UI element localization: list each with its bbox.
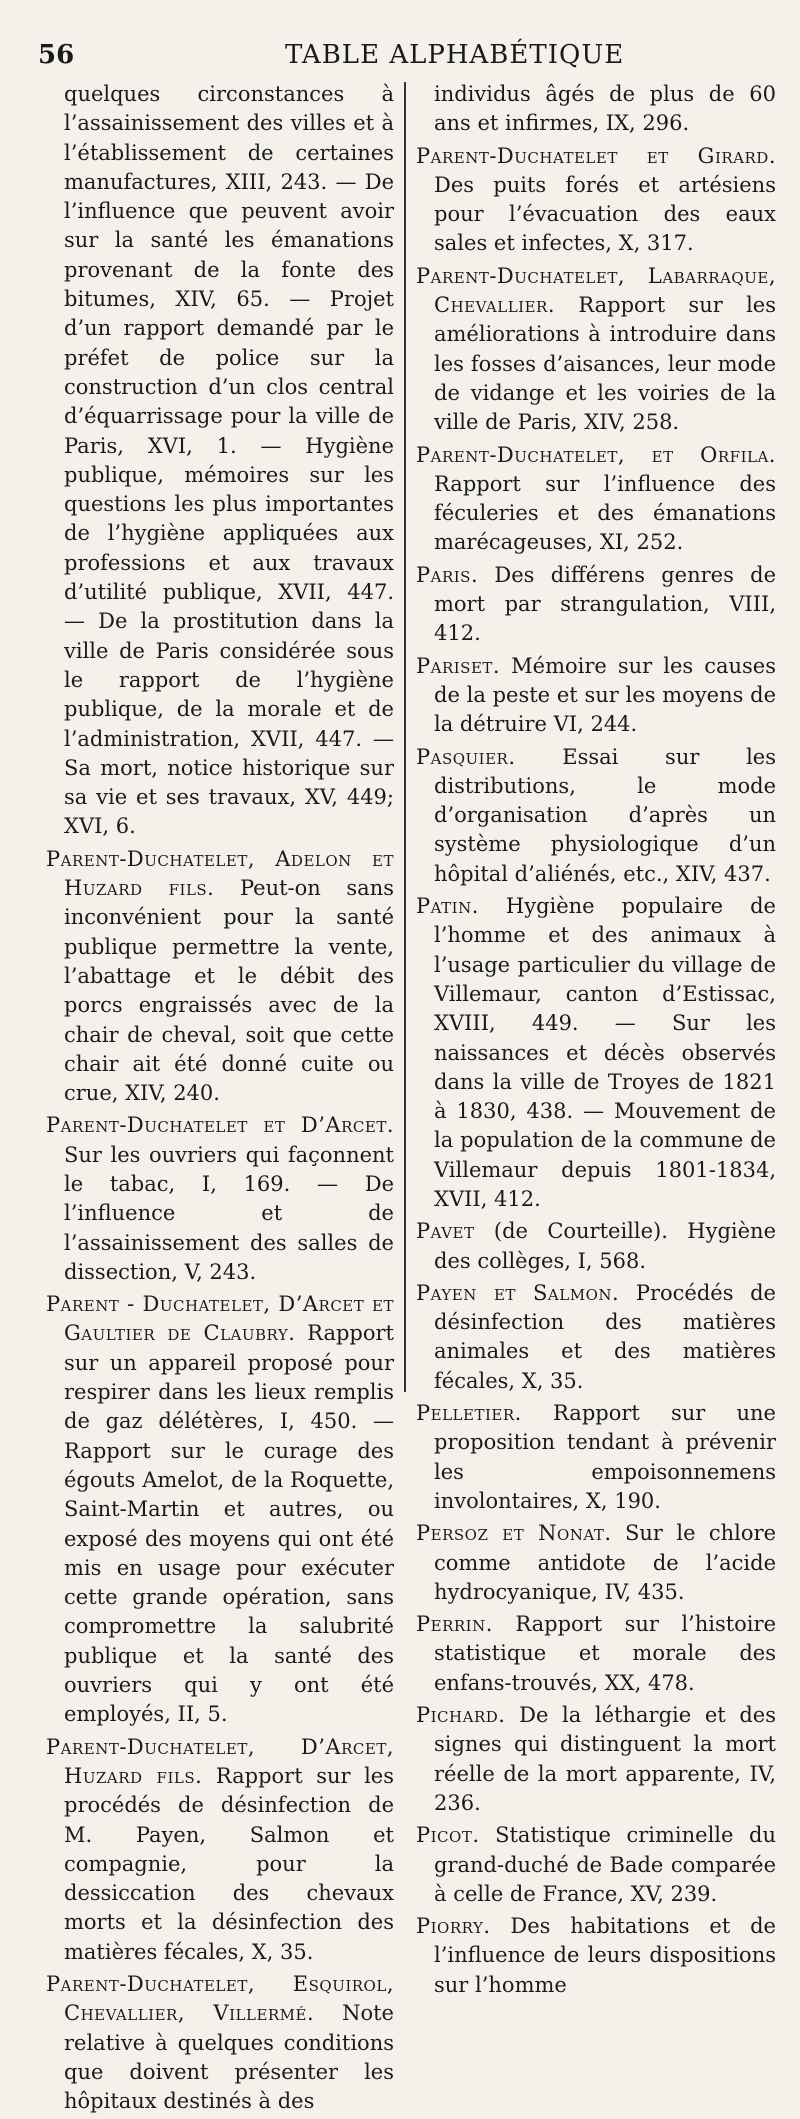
entry-text: Rapport sur l’influence des féculeries et des émanations marécageuses, XI, 252.	[434, 471, 776, 555]
index-entry	[46, 80, 394, 842]
entry-head: Pariset.	[416, 653, 501, 678]
index-entry	[416, 1279, 776, 1396]
left-column	[46, 80, 394, 2119]
entry-text: Note relative à quelques conditions que doivent présenter les hôpitaux destinés à des	[64, 2001, 394, 2114]
entry-head: Patin.	[416, 894, 479, 919]
index-entry	[416, 743, 776, 889]
index-entry	[46, 1290, 394, 1729]
running-title: TABLE ALPHABÉTIQUE	[285, 40, 625, 70]
index-entry	[416, 1821, 776, 1909]
column-divider	[404, 82, 406, 1392]
index-entry	[46, 1733, 394, 1967]
entry-head: Parent-Duchatelet, D’Arcet, Huzard fils.	[46, 1734, 394, 1788]
entry-text: Procédés de désinfection des matières animales et des matières fécales, X, 35.	[434, 1280, 776, 1393]
page-number: 56	[38, 40, 75, 70]
entry-text: Sur le chlore comme antidote de l’acide hydrocyanique, IV, 435.	[434, 1521, 777, 1604]
entry-head: Pavet	[416, 1219, 475, 1244]
index-entry	[416, 561, 776, 649]
index-entry	[416, 262, 776, 438]
entry-head: Parent-Duchatelet, Esquirol, Chevallier, Villermé.	[46, 1972, 394, 2026]
index-entry	[416, 892, 776, 1214]
entry-head: Paris.	[416, 562, 479, 587]
entry-text: Rapport sur un appareil proposé pour respirer dans les lieux remplis de gaz délétères, I, 450. — Rapport sur le curage des égouts Amelot, de la Roquette, Saint-Martin et autres, ou exposé des moyens qui ont été mis en usage pour exécuter cette grande opération, sans compromettre la salubrité publique et la santé des ouvriers qui y ont été employés, II, 5.	[64, 1321, 394, 1727]
right-column	[416, 80, 776, 2003]
entry-text: Des différens genres de mort par strangulation, VIII, 412.	[434, 562, 776, 646]
entry-text: Peut-on sans inconvénient pour la santé publique permettre la vente, l’abattage et le débit des porcs engraissés avec de la chair de cheval, soit que cette chair ait été donné cuite ou crue, XIV, 240.	[64, 876, 394, 1106]
entry-text: De la léthargie et des signes qui distinguent la mort réelle de la mort apparente, IV, 236.	[434, 1703, 776, 1815]
entry-head: Picot.	[416, 1823, 480, 1848]
entry-head: Parent-Duchatelet et Girard.	[416, 143, 776, 168]
entry-text: Rapport sur l’histoire statistique et morale des enfans-trouvés, XX, 478.	[434, 1612, 776, 1695]
index-entry	[416, 1217, 776, 1276]
entry-head: Parent-Duchatelet, et Orfila.	[416, 442, 776, 467]
index-entry	[416, 1519, 776, 1607]
entry-text: Rapport sur les procédés de désinfection de M. Payen, Salmon et compagnie, pour la dessiccation des chevaux morts et la désinfection des matières fécales, X, 35.	[64, 1763, 394, 1964]
entry-head: Pasquier.	[416, 744, 516, 769]
entry-head: Parent-Duchatelet et D’Arcet.	[46, 1113, 394, 1138]
index-entry	[416, 652, 776, 740]
index-entry	[416, 80, 776, 139]
entry-head: Payen et Salmon.	[416, 1280, 620, 1305]
entry-head: Parent-Duchatelet, Adelon et Huzard fils.	[46, 846, 394, 901]
entry-head: Parent - Duchatelet, D’Arcet et Gaultier de Claubry.	[46, 1292, 394, 1346]
entry-text: Des habitations et de l’influence de leurs dispositions sur l’homme	[434, 1914, 776, 1997]
index-entry	[46, 1111, 394, 1287]
entry-head: Persoz et Nonat.	[416, 1521, 612, 1546]
page-header	[0, 28, 800, 76]
index-entry	[416, 441, 776, 558]
index-entry	[46, 1970, 394, 2116]
entry-text: individus âgés de plus de 60 ans et infirmes, IX, 296.	[434, 82, 776, 136]
entry-text: Mémoire sur les causes de la peste et sur les moyens de la détruire VI, 244.	[434, 653, 776, 737]
index-entry	[416, 1701, 776, 1818]
index-entry	[46, 845, 394, 1109]
entry-text: Rapport sur une proposition tendant à prévenir les empoisonnemens involontaires, X, 190.	[434, 1401, 776, 1513]
entry-text: Des puits forés et artésiens pour l’évacuation des eaux sales et infectes, X, 317.	[434, 172, 776, 256]
index-entry	[416, 1399, 776, 1516]
entry-text: (de Courteille). Hygiène des collèges, I, 568.	[434, 1219, 776, 1273]
entry-head: Piorry.	[416, 1914, 491, 1939]
entry-text: Rapport sur les améliorations à introduire dans les fosses d’aisances, leur mode de vidange et les voiries de la ville de Paris, XIV, 258.	[434, 293, 776, 435]
entry-text: quelques circonstances à l’assainissement des villes et à l’établissement de certaines manufactures, XIII, 243. — De l’influence que peuvent avoir sur la santé les émanations provenant de la fonte des bitumes, XIV, 65. — Projet d’un rapport demandé par le préfet de police sur la construction d’un clos central d’équarrissage pour la ville de Paris, XVI, 1. — Hygiène publique, mémoires sur les questions les plus importantes de l’hygiène appliquées aux professions et aux travaux d’utilité publique, XVII, 447. — De la prostitution dans la ville de Paris considérée sous le rapport de l’hygiène publique, de la morale et de l’administration, XVII, 447. — Sa mort, notice historique sur sa vie et ses travaux, XV, 449; XVI, 6.	[64, 82, 394, 839]
entry-text: Hygiène populaire de l’homme et des animaux à l’usage particulier du village de Villemaur, canton d’Estissac, XVIII, 449. — Sur les naissances et décès observés dans la ville de Troyes de 1821 à 1830, 438. — Mouvement de la population de la commune de Villemaur depuis 1801-1834, XVII, 412.	[434, 894, 776, 1211]
entry-text: Essai sur les distributions, le mode d’organisation d’après un système physiologique d’un hôpital d’aliénés, etc., XIV, 437.	[434, 744, 776, 886]
entry-head: Perrin.	[416, 1612, 493, 1637]
entry-head: Pelletier.	[416, 1401, 522, 1426]
entry-text: Sur les ouvriers qui façonnent le tabac, I, 169. — De l’influence et de l’assainissement des salles de dissection, V, 243.	[64, 1142, 394, 1284]
index-entry	[416, 142, 776, 259]
entry-head: Pichard.	[416, 1703, 506, 1728]
entry-head: Parent-Duchatelet, Labarraque, Chevallier.	[416, 263, 776, 318]
index-entry	[416, 1912, 776, 2000]
entry-text: Statistique criminelle du grand-duché de Bade comparée à celle de France, XV, 239.	[434, 1823, 776, 1906]
index-entry	[416, 1610, 776, 1698]
